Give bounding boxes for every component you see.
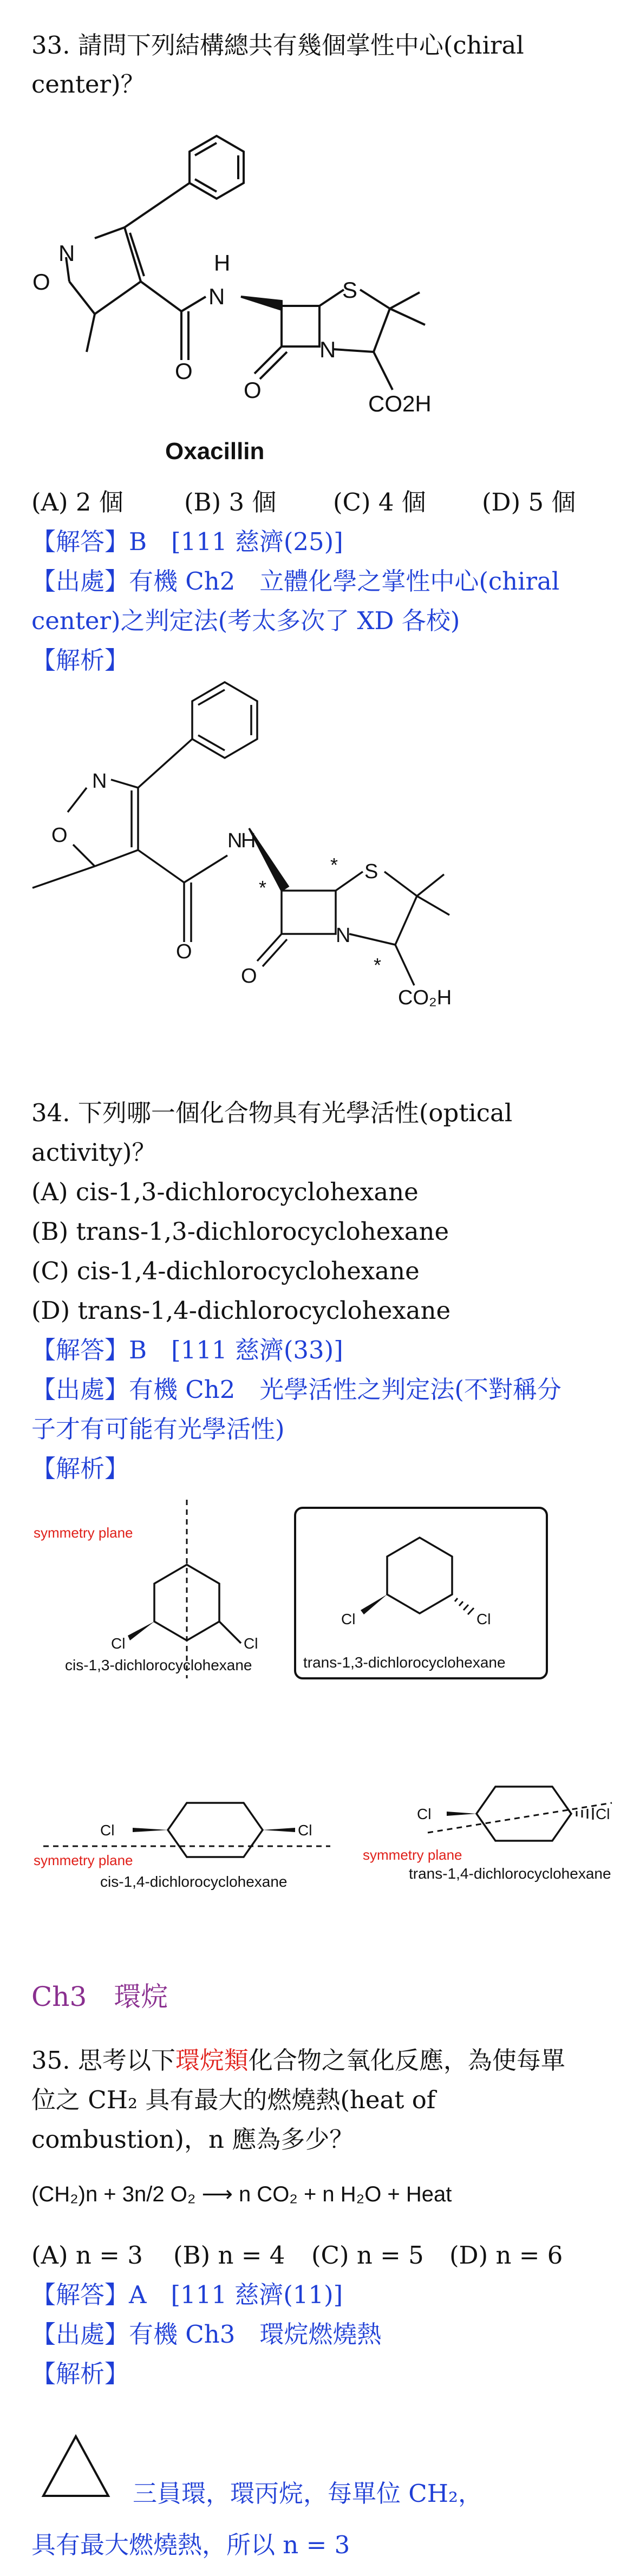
atom-N: N [227,829,243,852]
atom-N-lactam: N [319,337,336,362]
atom-N-ring: N [92,770,107,793]
q33-option-b: (B) 3 個 [184,488,277,516]
cis14-label: cis-1,4-dichlorocyclohexane [100,1873,288,1890]
q33-question-line1: 33. 請問下列結構總共有幾個掌性中心(chiral [31,31,524,60]
oxacillin-chiral-centers-structure [0,671,640,1050]
q34-source-line2: 子才有可能有光學活性) [31,1415,285,1443]
q34-analysis-label: 【解析】 [31,1454,129,1483]
q34-question-line1: 34. 下列哪一個化合物具有光學活性(optical [31,1099,513,1127]
cl-label-2: Cl [244,1635,258,1652]
atom-CO2H: CO2H [368,391,432,416]
q35-question-line1 [31,2047,565,2075]
q35-question-highlight: 環烷類 [175,2046,249,2075]
q34-source-line1: 【出處】有機 Ch2 光學活性之判定法(不對稱分 [31,1375,561,1404]
cis13-label: cis-1,3-dichlorocyclohexane [65,1657,252,1673]
q34-option-b: (B) trans-1,3-dichlorocyclohexane [31,1217,449,1246]
cl-label-5: Cl [100,1822,115,1839]
q35-analysis-label: 【解析】 [31,2359,129,2388]
cl-label-7: Cl [417,1806,432,1822]
q35-equation: (CH₂)n + 3n/2 O₂ ⟶ n CO₂ + n H₂O + Heat [31,2182,452,2206]
cl-label-8: Cl [596,1806,610,1822]
q33-source-line1: 【出處】有機 Ch2 立體化學之掌性中心(chiral [31,567,560,596]
symmetry-plane-label-3: symmetry plane [363,1847,462,1863]
atom-H: H [214,250,231,276]
cyclopropane-triangle [38,2431,114,2501]
q34-question-line2: activity)？ [31,1138,156,1167]
trans13-label: trans-1,3-dichlorocyclohexane [303,1654,506,1671]
chapter-heading: Ch3 環烷 [31,1981,168,2012]
cl-label-6: Cl [298,1822,312,1839]
chiral-star-3: * [374,954,382,976]
atom-O-amide: O [175,358,193,384]
trans14-label: trans-1,4-dichlorocyclohexane [409,1865,611,1882]
q34-option-d: (D) trans-1,4-dichlorocyclohexane [31,1296,451,1325]
q34-option-a: (A) cis-1,3-dichlorocyclohexane [31,1178,419,1206]
atom-NH: N [208,284,225,309]
q35-question-pre: 35. 思考以下 [31,2046,175,2075]
atom-N-ring: N [58,240,75,266]
q35-explain-line1: 三員環，環丙烷，每單位 CH₂， [133,2479,483,2508]
q33-source-line2: center)之判定法(考太多次了 XD 各校) [31,606,460,635]
q34-option-c: (C) cis-1,4-dichlorocyclohexane [31,1257,420,1285]
q35-question-post: 化合物之氧化反應，為使每單 [248,2046,565,2075]
oxacillin-structure [0,0,640,465]
cl-label-1: Cl [111,1635,126,1652]
atom-S: S [364,860,378,883]
q33-analysis-label: 【解析】 [31,646,129,675]
q35-question-line2: 位之 CH₂ 具有最大的燃燒熱(heat of [31,2085,436,2114]
q33-option-a: (A) 2 個 [31,488,123,516]
atom-O-ring: O [51,824,68,847]
q35-option-a: (A) n = 3 [31,2241,143,2270]
chiral-star-2: * [330,854,338,876]
cl-label-4: Cl [476,1611,491,1627]
q35-option-d: (D) n = 6 [449,2241,563,2270]
atom-S: S [342,277,358,303]
q34-answer: 【解答】B [111 慈濟(33)] [31,1336,343,1364]
q33-option-d: (D) 5 個 [482,488,576,516]
atom-O-lactam: O [244,377,262,403]
q35-source: 【出處】有機 Ch3 環烷燃燒熱 [31,2320,382,2349]
q33-option-c: (C) 4 個 [333,488,426,516]
q35-explain-line2: 具有最大燃燒熱，所以 n = 3 [31,2531,350,2559]
atom-O-amide: O [176,940,192,963]
q33-answer: 【解答】B [111 慈濟(25)] [31,527,343,556]
q35-answer: 【解答】A [111 慈濟(11)] [31,2280,343,2309]
structure-name: Oxacillin [165,438,265,465]
atom-CO2H: CO₂H [398,986,452,1009]
symmetry-plane-label-2: symmetry plane [34,1852,133,1868]
q35-option-c: (C) n = 5 [311,2241,424,2270]
atom-O-lactam: O [241,965,257,988]
q33-question-line2: center)？ [31,70,145,99]
cl-label-3: Cl [341,1611,356,1627]
symmetry-plane-label-1: symmetry plane [34,1525,133,1541]
dichlorocyclohexane-figure [0,1483,640,1927]
atom-H: H [241,829,256,852]
q35-option-b: (B) n = 4 [173,2241,285,2270]
atom-N-lactam: N [336,924,351,947]
chiral-star-1: * [259,877,267,899]
atom-O-ring: O [32,269,50,295]
q35-question-line3: combustion)，n 應為多少？ [31,2125,354,2154]
